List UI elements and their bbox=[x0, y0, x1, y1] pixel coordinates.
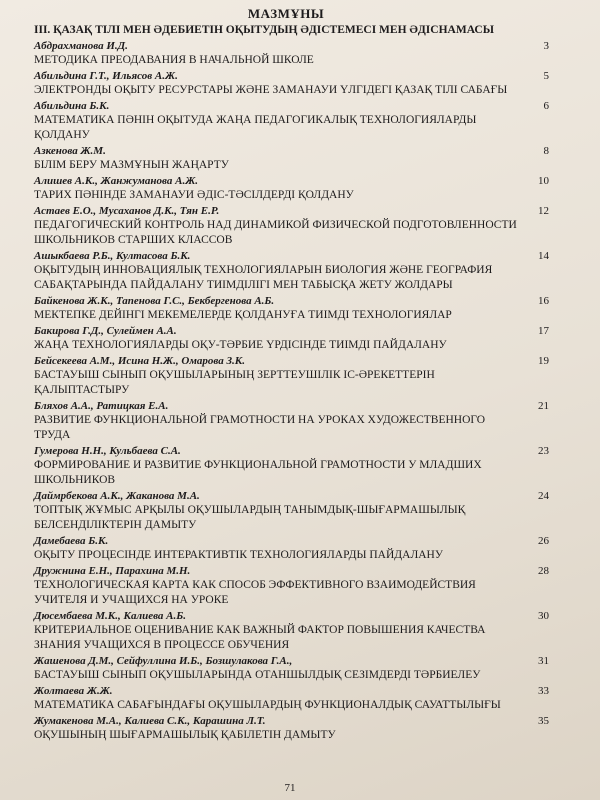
entry-authors: Азкенова Ж.М. bbox=[34, 145, 106, 157]
entry-title: ОҚЫТУ ПРОЦЕСІНДЕ ИНТЕРАКТИВТІК ТЕХНОЛОГИЯЛАРДЫ ПАЙДАЛАНУ bbox=[34, 549, 443, 561]
entry-page-number: 30 bbox=[538, 610, 549, 622]
entry-title: ЭЛЕКТРОНДЫ ОҚЫТУ РЕСУРСТАРЫ ЖӘНЕ ЗАМАНАУИ ҮЛГІДЕГІ ҚАЗАҚ ТІЛІ САБАҒЫ bbox=[34, 84, 508, 96]
toc-entry bbox=[34, 355, 549, 398]
entry-page-number: 12 bbox=[538, 205, 549, 217]
entry-authors: Бейсекеева А.М., Исина Н.Ж., Омарова З.К. bbox=[34, 355, 246, 367]
toc-entry bbox=[34, 685, 549, 713]
entry-title: БАСТАУЫШ СЫНЫП ОҚУШЫЛАРЫНЫҢ ЗЕРТТЕУШІЛІК ІС-ӘРЕКЕТТЕРІН ҚАЛЫПТАСТЫРУ bbox=[34, 369, 435, 396]
entry-title: МАТЕМАТИКА ПӘНІН ОҚЫТУДА ЖАҢА ПЕДАГОГИКАЛЫҚ ТЕХНОЛОГИЯЛАРДЫ ҚОЛДАНУ bbox=[34, 114, 477, 141]
toc-entry bbox=[34, 250, 549, 293]
entry-page-number: 5 bbox=[543, 70, 549, 82]
entry-page-number: 16 bbox=[538, 295, 549, 307]
entry-page-number: 26 bbox=[538, 535, 549, 547]
toc-entry bbox=[34, 655, 549, 683]
toc-entry bbox=[34, 445, 549, 488]
toc-entry bbox=[34, 295, 549, 323]
entry-authors: Дюсембаева М.К., Калиева А.Б. bbox=[34, 610, 187, 622]
entry-authors: Бляхов А.А., Ратицкая Е.А. bbox=[34, 400, 169, 412]
toc-entry bbox=[34, 175, 549, 203]
entry-authors: Жолтаева Ж.Ж. bbox=[34, 685, 113, 697]
toc-entry bbox=[34, 205, 549, 248]
section-title: III. ҚАЗАҚ ТІЛІ МЕН ӘДЕБИЕТІН ОҚЫТУДЫҢ ӘДІСТЕМЕСІ МЕН ӘДІСНАМАСЫ bbox=[34, 24, 495, 36]
toc-entry bbox=[34, 70, 549, 98]
entry-page-number: 3 bbox=[543, 40, 549, 52]
toc-heading: МАЗМҰНЫ bbox=[247, 6, 325, 21]
entry-page-number: 31 bbox=[538, 655, 549, 667]
toc-entry bbox=[34, 535, 549, 563]
entry-authors: Абильдина Г.Т., Ильясов А.Ж. bbox=[34, 70, 178, 82]
entry-authors: Гумерова Н.Н., Кульбаева С.А. bbox=[34, 445, 181, 457]
toc-entry bbox=[34, 325, 549, 353]
entry-title: МЕКТЕПКЕ ДЕЙІНГІ МЕКЕМЕЛЕРДЕ ҚОЛДАНУҒА ТИІМДІ ТЕХНОЛОГИЯЛАР bbox=[34, 309, 452, 321]
toc-entry bbox=[34, 715, 549, 743]
entry-authors: Бакирова Г.Д., Сулеймен А.А. bbox=[34, 325, 177, 337]
entry-page-number: 33 bbox=[538, 685, 549, 697]
toc-entry bbox=[34, 40, 549, 68]
entry-page-number: 17 bbox=[538, 325, 549, 337]
entry-authors: Алишев А.К., Жанжуманова А.Ж. bbox=[34, 175, 199, 187]
entry-title: ТЕХНОЛОГИЧЕСКАЯ КАРТА КАК СПОСОБ ЭФФЕКТИВНОГО ВЗАИМОДЕЙСТВИЯ УЧИТЕЛЯ И УЧАЩИХСЯ НА УРОКЕ bbox=[34, 579, 476, 606]
entry-title: ПЕДАГОГИЧЕСКИЙ КОНТРОЛЬ НАД ДИНАМИКОЙ ФИЗИЧЕСКОЙ ПОДГОТОВЛЕННОСТИ ШКОЛЬНИКОВ СТАРШИХ КЛАССОВ bbox=[34, 219, 517, 246]
entry-page-number: 8 bbox=[543, 145, 549, 157]
page-number: 71 bbox=[284, 782, 296, 794]
toc-entry bbox=[34, 565, 549, 608]
entry-authors: Астаев Е.О., Мусаханов Д.К., Тян Е.Р. bbox=[34, 205, 220, 217]
entry-page-number: 21 bbox=[538, 400, 549, 412]
toc-page bbox=[26, 0, 549, 800]
toc-entry bbox=[34, 100, 549, 143]
entry-authors: Дружнина Е.Н., Парахина М.Н. bbox=[34, 565, 191, 577]
toc-entry bbox=[34, 610, 549, 653]
toc-entry bbox=[34, 145, 549, 173]
toc-entries bbox=[34, 40, 549, 745]
entry-authors: Байкенова Ж.К., Тапенова Г.С., Бекбергенова А.Б. bbox=[34, 295, 275, 307]
entry-page-number: 14 bbox=[538, 250, 549, 262]
entry-title: ФОРМИРОВАНИЕ И РАЗВИТИЕ ФУНКЦИОНАЛЬНОЙ ГРАМОТНОСТИ У МЛАДШИХ ШКОЛЬНИКОВ bbox=[34, 459, 482, 486]
entry-title: БАСТАУЫШ СЫНЫП ОҚУШЫЛАРЫНДА ОТАНШЫЛДЫҚ СЕЗІМДЕРДІ ТӘРБИЕЛЕУ bbox=[34, 669, 481, 681]
entry-title: БІЛІМ БЕРУ МАЗМҰНЫН ЖАҢАРТУ bbox=[34, 159, 229, 171]
entry-title: ТОПТЫҚ ЖҰМЫС АРҚЫЛЫ ОҚУШЫЛАРДЫҢ ТАНЫМДЫҚ-ШЫҒАРМАШЫЛЫҚ БЕЛСЕНДІЛІКТЕРІН ДАМЫТУ bbox=[34, 504, 466, 531]
entry-title: ЖАҢА ТЕХНОЛОГИЯЛАРДЫ ОҚУ-ТӘРБИЕ ҮРДІСІНДЕ ТИІМДІ ПАЙДАЛАНУ bbox=[34, 339, 447, 351]
entry-authors: Даймрбекова А.К., Жаканова М.А. bbox=[34, 490, 200, 502]
entry-title: ОҚЫТУДЫҢ ИННОВАЦИЯЛЫҚ ТЕХНОЛОГИЯЛАРЫН БИОЛОГИЯ ЖӘНЕ ГЕОГРАФИЯ САБАҚТАРЫНДА ПАЙДАЛАНУ ТИІМДІЛІГІ МЕН ТАБЫСҚА ЖЕТУ ЖОЛДАРЫ bbox=[34, 264, 493, 291]
entry-page-number: 24 bbox=[538, 490, 549, 502]
entry-title: ТАРИХ ПӘНІНДЕ ЗАМАНАУИ ӘДІС-ТӘСІЛДЕРДІ ҚОЛДАНУ bbox=[34, 189, 354, 201]
toc-entry bbox=[34, 400, 549, 443]
entry-authors: Ашыкбаева Р.Б., Култасова Б.К. bbox=[34, 250, 191, 262]
entry-page-number: 6 bbox=[543, 100, 549, 112]
entry-page-number: 35 bbox=[538, 715, 549, 727]
entry-authors: Жумакенова М.А., Калиева С.К., Карашина Л.Т. bbox=[34, 715, 266, 727]
entry-authors: Жашенова Д.М., Сейфуллина И.Б., Бозшулакова Г.А., bbox=[34, 655, 293, 667]
entry-page-number: 28 bbox=[538, 565, 549, 577]
entry-title: ОҚУШЫНЫҢ ШЫҒАРМАШЫЛЫҚ ҚАБІЛЕТІН ДАМЫТУ bbox=[34, 729, 336, 741]
entry-page-number: 10 bbox=[538, 175, 549, 187]
entry-page-number: 19 bbox=[538, 355, 549, 367]
entry-authors: Дамебаева Б.К. bbox=[34, 535, 109, 547]
toc-entry bbox=[34, 490, 549, 533]
entry-authors: Абильдина Б.К. bbox=[34, 100, 110, 112]
entry-title: КРИТЕРИАЛЬНОЕ ОЦЕНИВАНИЕ КАК ВАЖНЫЙ ФАКТОР ПОВЫШЕНИЯ КАЧЕСТВА ЗНАНИЯ УЧАЩИХСЯ В ПРОЦЕССЕ ОБУЧЕНИЯ bbox=[34, 624, 486, 651]
entry-title: РАЗВИТИЕ ФУНКЦИОНАЛЬНОЙ ГРАМОТНОСТИ НА УРОКАХ ХУДОЖЕСТВЕННОГО ТРУДА bbox=[34, 414, 486, 441]
entry-title: МЕТОДИКА ПРЕОДАВАНИЯ В НАЧАЛЬНОЙ ШКОЛЕ bbox=[34, 54, 314, 66]
entry-authors: Абдрахманова И.Д. bbox=[34, 40, 128, 52]
entry-title: МАТЕМАТИКА САБАҒЫНДАҒЫ ОҚУШЫЛАРДЫҢ ФУНКЦИОНАЛДЫҚ САУАТТЫЛЫҒЫ bbox=[34, 699, 501, 711]
entry-page-number: 23 bbox=[538, 445, 549, 457]
